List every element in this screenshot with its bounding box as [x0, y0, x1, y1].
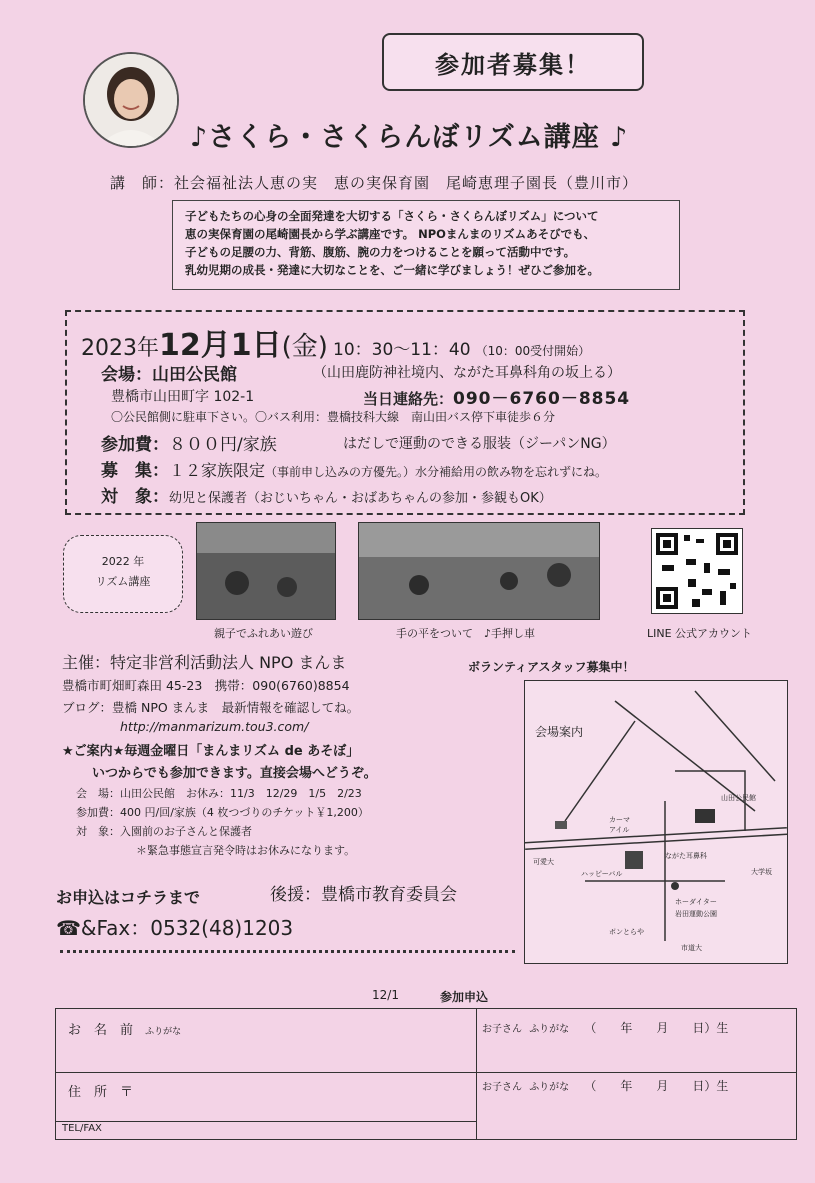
form-date: 12/1 — [372, 988, 399, 1002]
blog-url-link[interactable]: http://manmarizum.tou3.com/ — [120, 719, 309, 734]
date-weekday: (金) — [281, 332, 328, 362]
venue-map — [524, 680, 788, 964]
fee-value: ８００円/家族 — [169, 435, 277, 455]
venue-address: 豊橋市山田町字 102-1 — [111, 389, 255, 405]
target-line — [101, 482, 552, 507]
child-birth: （ 年 月 日）生 — [584, 1079, 729, 1093]
map-label: 岩田運動公園 — [675, 910, 717, 918]
date-month-day: 12月1日 — [159, 328, 282, 363]
map-label: ハッピーバル — [581, 870, 623, 878]
photo-caption-2: 手の平をついて ♪手押し車 — [396, 627, 536, 640]
map-label: 大学坂 — [751, 868, 772, 876]
description-line: 子どもの足腰の力、背筋、腹筋、腕の力をつけることを願って活動中です。 — [185, 245, 576, 259]
recruit-value: １２家族限定 — [169, 461, 266, 480]
name-field[interactable] — [68, 1019, 181, 1038]
notice-fee: 参加費：400 円/回/家族（4 枚つづりのチケット￥1,200） — [76, 806, 369, 819]
event-time: 10：30～11：40 — [333, 340, 471, 360]
organizer-host: 主催：特定非営利活動法人 NPO まんま — [62, 653, 347, 672]
recruit-line — [101, 456, 607, 481]
venue-label: 会場：山田公民館 — [101, 365, 237, 385]
parking-note: 〇公民館側に駐車下さい。〇バス利用：豊橋技科大線 南山田バス停下車徒歩６分 — [111, 410, 556, 424]
organizer-address: 豊橋市町畑町森田 45-23 携帯：090(6760)8854 — [62, 678, 350, 693]
description-line: 恵の実保育園の尾崎園長から学ぶ講座です。 NPOまんまのリズムあそびでも、 — [185, 227, 596, 241]
contact-phone: 090－6760－8854 — [453, 389, 631, 409]
event-date — [81, 320, 590, 364]
support-line: 後援：豊橋市教育委員会 — [270, 885, 457, 905]
address-field[interactable]: 住 所 〒 — [68, 1085, 134, 1100]
qr-caption: LINE 公式アカウント — [647, 627, 752, 640]
name-label: お 名 前 — [68, 1023, 134, 1038]
volunteer-notice: ボランティアスタッフ募集中！ — [468, 660, 635, 674]
description-line: 子どもたちの心身の全面発達を大切する「さくら・さくらんぼリズム」について — [185, 209, 599, 223]
fee-note: はだしで運動のできる服装（ジーパンNG） — [343, 436, 616, 452]
map-title: 会場案内 — [535, 725, 584, 739]
map-label: ながた耳鼻科 — [665, 852, 707, 860]
fee-line — [101, 430, 277, 455]
name-furigana: ふりがな — [145, 1027, 182, 1037]
photo-wheelbarrow — [358, 522, 600, 620]
child-furigana: ふりがな — [529, 1024, 570, 1035]
photo-caption-1: 親子でふれあい遊び — [214, 627, 313, 640]
reception-time: （10：00受付開始） — [475, 344, 591, 358]
child-label: お子さん — [482, 1024, 522, 1035]
map-label: アイル — [609, 826, 630, 834]
event-details-box — [65, 310, 745, 515]
description-line: 乳幼児期の成長・発達に大切なことを、ご一緒に学びましょう！ぜひご参加を。 — [185, 263, 599, 277]
apply-label: お申込はコチラまで — [56, 888, 201, 907]
form-row-divider — [56, 1072, 796, 1073]
map-label: 山田公民館 — [721, 794, 756, 802]
recruit-label: 募 集： — [101, 461, 169, 481]
child-field-1[interactable] — [482, 1019, 728, 1036]
map-label: 可愛大 — [533, 858, 554, 866]
map-label: 市道大 — [681, 944, 702, 952]
notice-sub: いつからでも参加できます。直接会場へどうぞ。 — [92, 766, 377, 781]
instructor-photo — [83, 52, 179, 148]
date-year: 2023年 — [81, 336, 159, 361]
target-label: 対 象： — [101, 487, 169, 507]
description-box — [172, 200, 680, 290]
form-heading: 参加申込 — [440, 990, 489, 1004]
photo-parent-child — [196, 522, 336, 620]
venue-note: （山田鹿防神社境内、ながた耳鼻科角の坂上る） — [313, 365, 621, 381]
recruit-note: （事前申し込みの方優先。）水分補給用の飲み物を忘れずにね。 — [265, 465, 608, 479]
line-qr-code[interactable] — [651, 528, 743, 614]
organizer-blog: ブログ：豊橋 NPO まんま 最新情報を確認してね。 — [62, 700, 360, 715]
form-col-divider — [476, 1009, 477, 1139]
bubble-text: リズム講座 — [95, 575, 151, 588]
notice-title: ★ご案内★毎週金曜日「まんまリズム de あそぼ」 — [62, 744, 360, 759]
bubble-year: 2022 年 — [101, 555, 145, 568]
notice-venue: 会 場：山田公民館 お休み：11/3 12/29 1/5 2/23 — [76, 787, 362, 800]
map-label: ボンとらや — [609, 928, 644, 936]
recruit-badge: 参加者募集！ — [382, 33, 644, 91]
fee-label: 参加費： — [101, 435, 169, 455]
child-furigana: ふりがな — [529, 1082, 570, 1093]
map-label: ホーダイター — [675, 898, 717, 906]
tel-fax-field[interactable]: TEL/FAX — [62, 1123, 102, 1134]
notice-target: 対 象：入園前のお子さんと保護者 — [76, 825, 252, 838]
apply-phone: ☎&Fax：0532(48)1203 — [56, 916, 294, 940]
speech-bubble — [63, 535, 183, 613]
child-label: お子さん — [482, 1082, 522, 1093]
notice-emergency: ＊緊急事態宣言発令時はお休みになります。 — [136, 844, 356, 857]
map-label: カーマ — [609, 816, 630, 824]
form-row-divider — [56, 1121, 476, 1122]
application-form — [55, 1008, 797, 1140]
contact-label: 当日連絡先： — [363, 390, 454, 408]
contact-line — [363, 384, 630, 409]
divider-dots — [60, 950, 515, 961]
course-title: ♪さくら・さくらんぼリズム講座 ♪ — [190, 122, 629, 153]
child-birth: （ 年 月 日）生 — [584, 1021, 729, 1035]
instructor-line: 講 師：社会福祉法人恵の実 恵の実保育園 尾崎恵理子園長（豊川市） — [110, 174, 639, 192]
target-value: 幼児と保護者（おじいちゃん・おばあちゃんの参加・参観もOK） — [169, 491, 552, 506]
child-field-2[interactable] — [482, 1077, 728, 1094]
